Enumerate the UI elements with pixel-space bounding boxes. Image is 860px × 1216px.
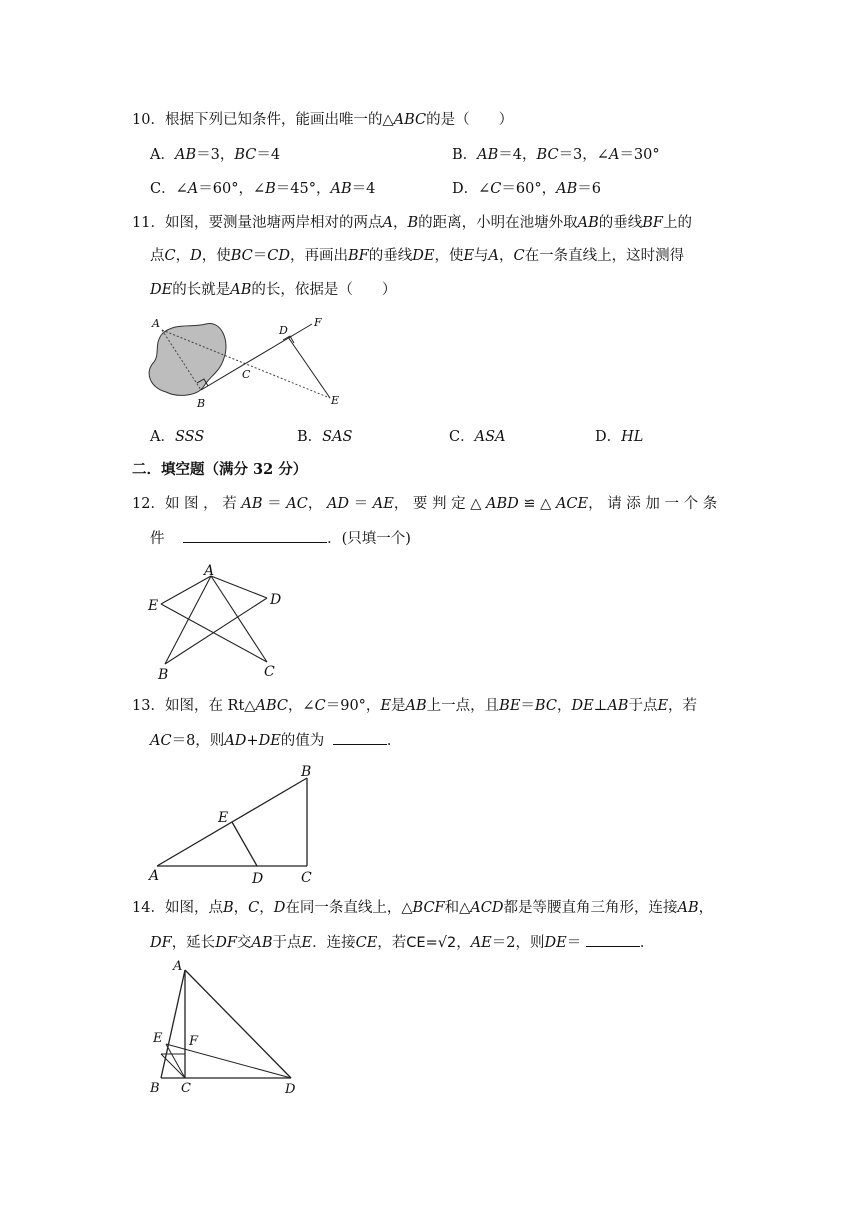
- q11-option-d[interactable]: D．HL: [595, 429, 644, 445]
- label-e: E: [153, 1031, 163, 1046]
- q10-option-a[interactable]: A．AB＝3，BC＝4: [150, 147, 281, 163]
- label-c: C: [301, 870, 312, 886]
- label-e: E: [331, 394, 340, 407]
- label-c: C: [181, 1081, 191, 1096]
- q11-option-c[interactable]: C．ASA: [449, 429, 506, 445]
- q14-stem-line1: 14．如图，点B，C，D在同一条直线上，△BCF和△ACD都是等腰直角三角形，连接AB，: [132, 900, 714, 916]
- q10-option-b[interactable]: B．AB＝4，BC＝3，∠A＝30°: [452, 147, 660, 163]
- q12-stem-line1: 12．如 图 ， 若 AB ＝ AC， AD ＝ AE， 要 判 定 △ ABD ≌ △ ACE， 请 添 加 一 个 条: [132, 496, 718, 512]
- q13-stem-line1: 13．如图，在 Rt△ABC，∠C＝90°，E是AB上一点，且BE＝BC，DE⊥AB于点E，若: [132, 698, 698, 714]
- label-a: A: [152, 317, 160, 330]
- line-de: [288, 337, 330, 398]
- label-c: C: [264, 664, 275, 680]
- q13-figure: [145, 762, 325, 886]
- section-2-title: 二．填空题（满分 32 分）: [132, 461, 308, 478]
- q11-figure: [140, 312, 350, 412]
- label-b: B: [158, 667, 169, 683]
- q11-stem-line3: DE的长就是AB的长，依据是（ ）: [150, 282, 397, 298]
- label-f: F: [189, 1034, 199, 1049]
- label-a: A: [149, 868, 160, 884]
- q12-figure: [145, 562, 285, 683]
- q11-option-a[interactable]: A．SSS: [150, 429, 205, 445]
- label-b: B: [197, 397, 206, 410]
- right-angle-d: [283, 336, 294, 343]
- label-a: A: [204, 563, 215, 579]
- q13-answer-blank[interactable]: [333, 730, 387, 745]
- label-b: B: [150, 1081, 160, 1096]
- q11-stem-line1: 11．如图，要测量池塘两岸相对的两点A，B的距离，小明在池塘外取AB的垂线BF上的: [132, 215, 692, 231]
- q14-answer-blank[interactable]: [586, 932, 640, 947]
- q14-figure: [145, 958, 305, 1098]
- label-e: E: [218, 810, 229, 826]
- q10-option-c[interactable]: C．∠A＝60°，∠B＝45°，AB＝4: [150, 181, 376, 197]
- q11-option-b[interactable]: B．SAS: [297, 429, 353, 445]
- label-c: C: [242, 368, 251, 381]
- label-f: F: [314, 316, 322, 329]
- q14-stem-line2: DF，延长DF交AB于点E．连接CE，若CE=√2，AE＝2，则DE＝ ．: [150, 932, 654, 953]
- q12-answer-blank[interactable]: [183, 528, 327, 543]
- q13-stem-line2: AC＝8，则AD+DE的值为 ．: [150, 730, 401, 751]
- ce-equals-sqrt2: CE=√2: [406, 935, 457, 951]
- q10-option-d[interactable]: D．∠C＝60°，AB＝6: [452, 181, 601, 197]
- label-d: D: [279, 324, 288, 337]
- label-d: D: [285, 1082, 296, 1097]
- pond-shape: [149, 324, 226, 396]
- label-d: D: [270, 592, 282, 608]
- label-a: A: [173, 959, 183, 974]
- q11-stem-line2: 点C，D，使BC＝CD，再画出BF的垂线DE，使E与A，C在一条直线上，这时测得: [150, 248, 685, 264]
- q10-stem: 10．根据下列已知条件，能画出唯一的△ABC的是（ ）: [132, 112, 514, 128]
- label-e: E: [148, 598, 159, 614]
- label-d: D: [252, 871, 264, 887]
- label-b: B: [301, 764, 312, 780]
- q12-stem-line2: 件 ．(只填一个): [150, 528, 411, 549]
